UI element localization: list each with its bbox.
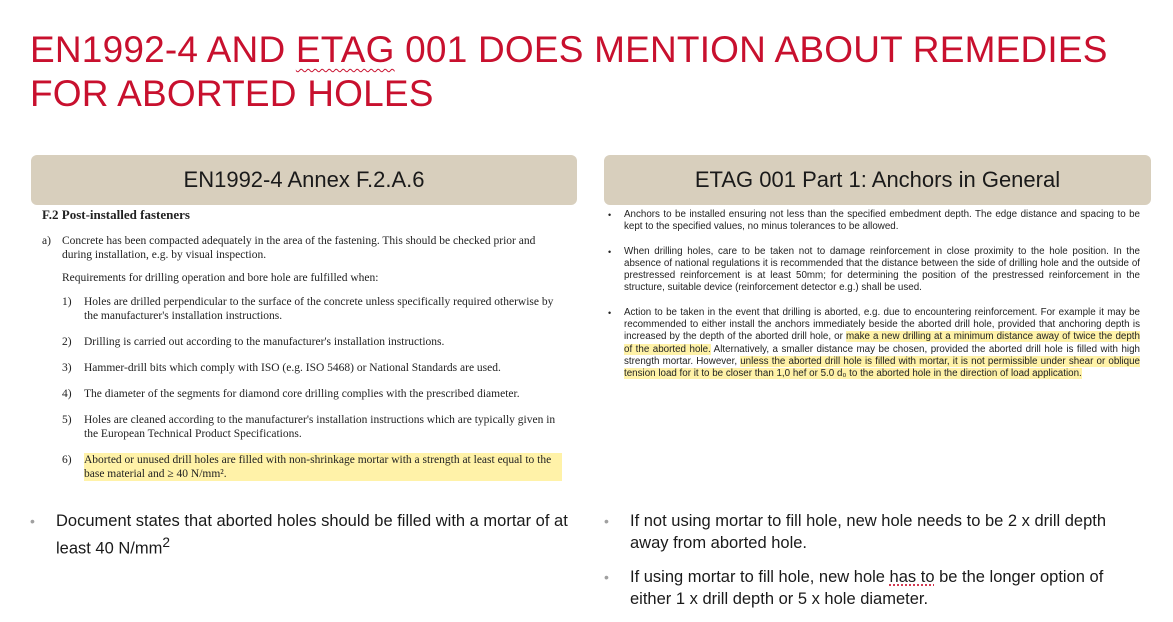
highlighted-text: make a new drilling at a minimum distance away of twice the depth of the aborted hole.	[624, 331, 1140, 355]
list-item	[62, 387, 562, 401]
en1992-excerpt	[42, 208, 562, 493]
bullet-icon: •	[30, 513, 35, 529]
item-number: 6)	[62, 454, 72, 466]
bullet-text-part: Alternatively, a smaller distance may be chosen, provided the aborted drill hole is filled with high strength mortar. However,	[624, 343, 1140, 367]
list-item	[62, 361, 562, 375]
summary-bullet	[604, 566, 1149, 610]
para-a-label: a)	[42, 235, 51, 247]
excerpt-para-a	[42, 234, 562, 262]
summary-text	[630, 566, 1149, 610]
summary-text-main: Document states that aborted holes should be filled with a mortar of at least 40 N/mm	[56, 512, 568, 558]
item-text: Holes are drilled perpendicular to the surface of the concrete unless specifically required otherwise by the manufacturer's installation instructions.	[84, 296, 554, 322]
item-text: Drilling is carried out according to the manufacturer's installation instructions.	[84, 336, 445, 348]
grammar-flag-word: has to	[889, 568, 935, 586]
bullet-text	[624, 307, 1140, 381]
bullet-text: When drilling holes, care to be taken not to damage reinforcement in close proximity to the hole position. In the absence of national regulations it is recommended that the distance between the side of drilling hole and the outside of prestressed reinforcement is at least 50mm; for determining the position of the prestressed reinforcement in the structure, suitable device (reinforcement detector e.g.) shall be used.	[624, 245, 1140, 294]
title-text-b: 001 DOES MENTION ABOUT REMEDIES	[394, 29, 1108, 70]
item-number: 1)	[62, 296, 72, 308]
summary-bullet	[604, 510, 1149, 554]
bullet-text-part: Action to be taken in the event that drilling is aborted, e.g. due to encountering reinforcement. For example it may be recommended to either install the anchors immediately beside the aborted drill hole, provided that anchoring depth is increased by the depth of the aborted drill hole, or	[624, 306, 1140, 343]
right-header-label: ETAG 001 Part 1: Anchors in General	[694, 167, 1061, 192]
item-number: 5)	[62, 414, 72, 426]
item-number: 4)	[62, 388, 72, 400]
list-item	[62, 413, 562, 441]
bullet-icon: •	[604, 569, 609, 585]
bullet-icon: •	[604, 513, 609, 529]
summary-bullet	[30, 510, 570, 560]
left-header-label: EN1992-4 Annex F.2.A.6	[183, 167, 425, 192]
title-text-a: EN1992-4 AND	[30, 29, 296, 70]
etag-bullet	[608, 307, 1140, 381]
etag-excerpt	[608, 209, 1140, 393]
title-line-1	[30, 28, 1150, 72]
superscript: 2	[162, 535, 171, 550]
excerpt-heading: F.2 Post-installed fasteners	[42, 207, 190, 222]
summary-text	[56, 510, 570, 560]
requirements-text: Requirements for drilling operation and bore hole are fulfilled when:	[62, 272, 379, 284]
para-a-text: Concrete has been compacted adequately in the area of the fastening. This should be checked prior and during installation, e.g. by visual inspection.	[62, 235, 536, 261]
bullet-text: Anchors to be installed ensuring not less than the specified embedment depth. The edge distance and spacing to be kept to the specified values, no minus tolerances to be allowed.	[624, 209, 1140, 233]
title-line-2: FOR ABORTED HOLES	[30, 73, 434, 114]
item-text: Hammer-drill bits which comply with ISO (e.g. ISO 5468) or National Standards are used.	[84, 362, 501, 374]
item-text: The diameter of the segments for diamond core drilling complies with the prescribed diameter.	[84, 388, 520, 400]
bullet-icon: •	[608, 246, 612, 257]
item-number: 2)	[62, 336, 72, 348]
summary-text-part: be the longer option of either 1 x drill depth or 5 x hole diameter.	[630, 568, 1104, 608]
list-item-highlighted	[62, 453, 562, 481]
summary-text-part: If using mortar to fill hole, new hole	[630, 568, 890, 586]
bullet-icon: •	[608, 210, 612, 220]
item-text: Holes are cleaned according to the manufacturer's installation instructions which are typically given in the European Technical Product Specifications.	[84, 414, 556, 440]
list-item	[62, 335, 562, 349]
list-item	[62, 295, 562, 323]
left-summary	[30, 510, 570, 572]
title-spellcheck-word: ETAG	[295, 29, 395, 70]
etag-bullet	[608, 209, 1140, 234]
slide-title	[30, 28, 1150, 116]
highlighted-text: Aborted or unused drill holes are filled with non-shrinkage mortar with a strength at least equal to the base material and ≥ 40 N/mm².	[84, 453, 562, 481]
etag-bullet	[608, 246, 1140, 295]
highlighted-text: unless the aborted drill hole is filled with mortar, it is not permissible under shear or oblique tension load for it to be closer than 1,0 hef or 5.0 d₀ to the aborted hole in the direction of load application.	[624, 355, 1140, 380]
right-summary	[604, 510, 1149, 622]
item-number: 3)	[62, 362, 72, 374]
right-column-header	[604, 155, 1151, 205]
bullet-icon: •	[608, 307, 612, 318]
left-column-header	[31, 155, 577, 205]
summary-text: If not using mortar to fill hole, new hole needs to be 2 x drill depth away from aborted hole.	[630, 512, 1107, 552]
